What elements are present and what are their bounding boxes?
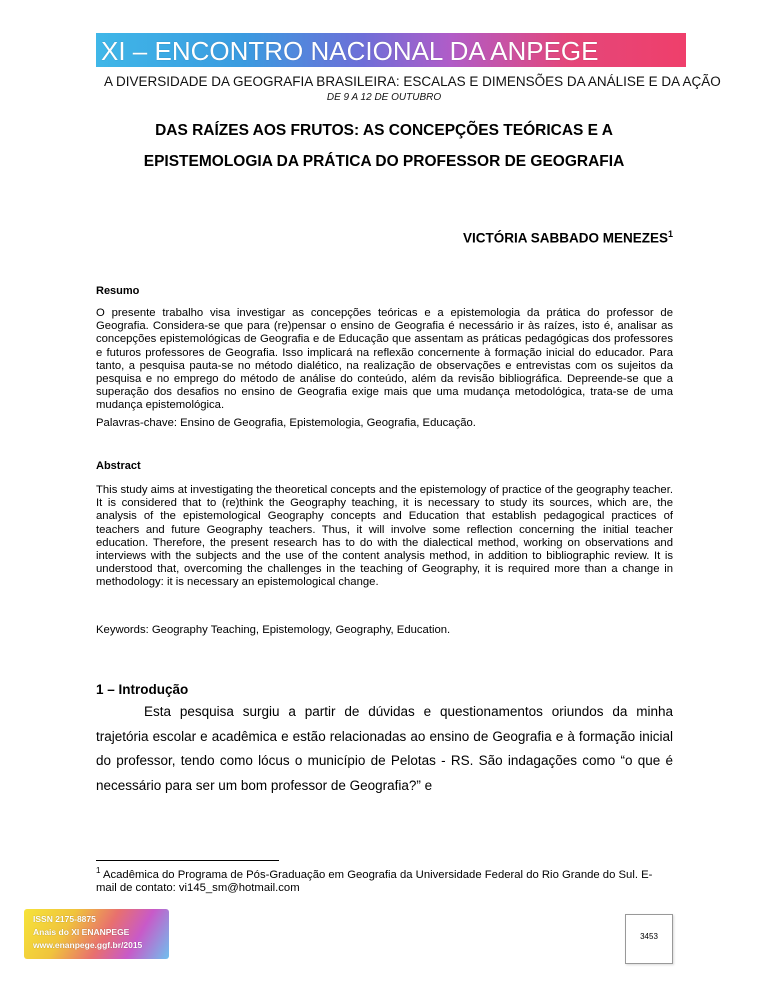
paper-title-line-2: EPISTEMOLOGIA DA PRÁTICA DO PROFESSOR DE GEOGRAFIA bbox=[143, 153, 625, 170]
author-name bbox=[96, 229, 673, 246]
resumo-text: O presente trabalho visa investigar as concepções teóricas e a epistemologia da prática do professor de Geografia. Considera-se que para (re)pensar o ensino de Geografia é necessário ir às raízes, isto é, analisar as concepções epistemológicas de Geografia e de Educação que assentam as práticas pedagógicas dos professores e futuros professores de Geografia. Isso implicará na reflexão concernente à formação inicial do educador. Para tanto, a pesquisa pauta-se no método dialético, na realização de observações e entrevistas com os sujeitos da pesquisa e no emprego do método de análise do conteúdo, além da revisão bibliográfica. Depreende-se que a superação dos desafios no ensino de Geografia exige mais que uma mudança metodológica, trata-se de uma mudança epistemológica. bbox=[96, 307, 673, 412]
resumo-heading: Resumo bbox=[96, 285, 140, 297]
resumo-keywords: Palavras-chave: Ensino de Geografia, Epistemologia, Geografia, Educação. bbox=[96, 417, 476, 429]
author-footnote-mark: 1 bbox=[667, 229, 673, 239]
event-dates: DE 9 A 12 DE OUTUBRO bbox=[326, 92, 442, 103]
introducao-text: Esta pesquisa surgiu a partir de dúvidas e questionamentos oriundos da minha trajetória escolar e acadêmica e estão relacionadas ao ensino de Geografia e à formação inicial do professor, tendo como lócus o município de Pelotas - RS. São indagações como “o que é necessário para ser um bom professor de Geografia?” e bbox=[96, 704, 673, 793]
site-text: www.enanpege.ggf.br/2015 bbox=[33, 940, 143, 950]
abstract-heading: Abstract bbox=[96, 460, 141, 472]
issn-text: ISSN 2175-8875 bbox=[33, 914, 96, 924]
page-number: 3453 bbox=[640, 932, 658, 941]
footnote-divider bbox=[96, 860, 279, 861]
paper-title bbox=[96, 115, 672, 177]
abstract-text: This study aims at investigating the theoretical concepts and the epistemology of practice of the geography teacher. It is considered that to (re)think the Geography teaching, it is necessary to study its sources, which are, the analysis of the epistemological Geography concepts and Education that establish pedagogical practices of teachers and future Geography teachers. Thus, it will involve some reflection concerning the initial teacher education. Therefore, the present research has to do with the dialectical method, working on observations and interviews with the subjects and the use of the content analysis method, in addition to bibliographic review. It is understood that, overcoming the challenges in the teaching of Geography, it is required more than a change in methodology: it is necessary an epistemological change. bbox=[96, 484, 673, 589]
section-heading-introducao: 1 – Introdução bbox=[96, 682, 189, 697]
abstract-keywords: Keywords: Geography Teaching, Epistemology, Geography, Education. bbox=[96, 624, 451, 636]
author-name-text: VICTÓRIA SABBADO MENEZES bbox=[462, 230, 668, 246]
footnote-mark: 1 bbox=[96, 866, 101, 875]
anais-text: Anais do XI ENANPEGE bbox=[33, 927, 130, 937]
footnote-text: Acadêmica do Programa de Pós-Graduação em Geografia da Universidade Federal do Rio Grande do Sul. E-mail de contato: vi145_sm@hotmail.com bbox=[96, 868, 653, 895]
paper-title-line-1: DAS RAÍZES AOS FRUTOS: AS CONCEPÇÕES TEÓRICAS E A bbox=[155, 122, 613, 139]
event-subtitle: A DIVERSIDADE DA GEOGRAFIA BRASILEIRA: ESCALAS E DIMENSÕES DA ANÁLISE E DA AÇÃO bbox=[104, 74, 721, 89]
footnote bbox=[96, 864, 673, 896]
event-title: XI – ENCONTRO NACIONAL DA ANPEGE bbox=[101, 36, 599, 66]
